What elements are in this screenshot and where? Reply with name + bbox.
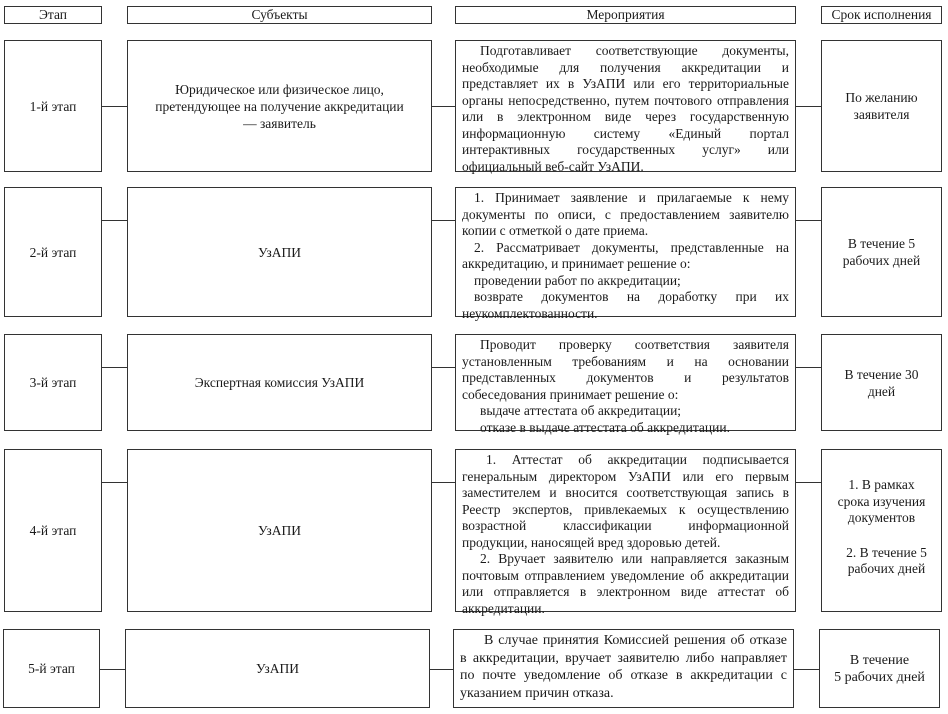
activities-box-1 [455,40,796,172]
connector-line [432,482,455,483]
subject-label: УзАПИ [256,661,299,676]
connector-line [430,669,453,670]
activities-box-3 [455,334,796,435]
connector-line [794,669,819,670]
activities-box-2 [455,187,796,321]
deadline-line: заявителя [853,107,910,122]
connector-line [432,220,455,221]
connector-line [100,669,125,670]
activity-text: 2. Вручает заявителю или направляется заказным почтовым отправлением уведомление об аккредитации или отправляется в электронном виде аттестат об аккредитации. [462,551,789,616]
deadline-line: рабочих дней [842,253,921,268]
header-stage-label: Этап [38,7,67,23]
activity-text: В случае принятия Комиссией решения об отказе в аккредитации, вручает заявителю либо направляет по почте уведомление об отказе в аккредитации с указанием причин отказа. [460,633,787,701]
activity-text: 1. Принимает заявление и прилагаемые к нему документы по описи, с предоставлением заявителю копии с отметкой о дате приема. [462,190,789,238]
subject-box-5 [125,629,430,708]
header-subjects [127,6,432,24]
connector-line [796,220,821,221]
header-deadline [821,6,942,24]
connector-line [796,106,821,107]
activity-text: 1. Аттестат об аккредитации подписывается генеральным директором УзАПИ или его первым заместителем и вносится соответствующая запись в Реестр экспертов, привлекаемых к осуществлению возрастной классификации информационной продукции, наносящей вред здоровью детей. [462,452,789,550]
activities-box-5 [453,629,794,708]
deadline-line: 1. В рамках [848,477,915,492]
stage-box-1 [4,40,102,172]
connector-line [432,106,455,107]
activities-box-4 [455,449,796,616]
deadline-line: В течение 5 [847,236,916,251]
deadline-box-5 [819,629,940,708]
stage-box-5 [3,629,100,708]
deadline-box-3 [821,334,942,431]
deadline-box-4 [821,449,942,612]
deadline-line: срока изучения [837,493,926,509]
subject-box-1 [127,40,432,172]
activity-text: 2. Рассматривает документы, представленные на аккредитацию, и принимает решение о: [462,239,789,271]
deadline-box-2 [821,187,942,317]
connector-line [796,482,821,483]
deadline-line: 2. В течение 5 [846,544,927,560]
deadline-line: 5 рабочих дней [834,669,925,685]
activity-text: выдаче аттестата об аккредитации; [480,403,682,418]
deadline-box-1 [821,40,942,172]
connector-line [432,367,455,368]
subject-label: Юридическое или физическое лицо, претендующее на получение аккредитации — заявитель [155,81,404,131]
deadline-line: документов [847,510,916,525]
subject-label: Экспертная комиссия УзАПИ [194,375,365,390]
activity-text: возврате документов на доработку при их неукомплектованности. [462,289,789,321]
deadline-line: рабочих дней [847,561,926,576]
stage-box-4 [4,449,102,612]
activity-text: Подготавливает соответствующие документы, необходимые для получения аккредитации и представляет их в УзАПИ или его территориальные органы непосредственно, путем почтового отправления или в электронном виде через государственную информационную систему «Единый портал интерактивных государственных услуг» или официальный веб-сайт УзАПИ. [462,43,789,174]
stage-label: 4-й этап [29,523,77,538]
activity-text: отказе в выдаче аттестата об аккредитации. [480,419,730,435]
subject-box-3 [127,334,432,431]
stage-box-3 [4,334,102,431]
stage-label: 5-й этап [28,661,75,676]
stage-label: 1-й этап [29,98,77,114]
stage-label: 3-й этап [29,375,77,390]
activity-text: Проводит проверку соответствия заявителя установленным требованиям и на основании представленных документов и результатов собеседования принимает решение о: [462,337,789,402]
header-activities [455,6,796,24]
header-activities-label: Мероприятия [586,7,665,23]
header-subjects-label: Субъекты [251,7,308,23]
header-stage [4,6,102,24]
stage-box-2 [4,187,102,317]
connector-line [102,220,127,221]
subject-box-2 [127,187,432,317]
deadline-line: дней [867,383,896,399]
subject-label: УзАПИ [258,523,301,538]
deadline-line: По желанию [845,90,918,105]
connector-line [102,106,127,107]
deadline-line: В течение 30 [844,366,919,382]
subject-box-4 [127,449,432,612]
connector-line [796,367,821,368]
connector-line [102,482,127,483]
deadline-line: В течение [849,652,910,668]
subject-label: УзАПИ [258,244,301,260]
header-deadline-label: Срок исполнения [831,7,932,23]
stage-label: 2-й этап [29,244,77,260]
connector-line [102,367,127,368]
activity-text: проведении работ по аккредитации; [474,272,681,288]
